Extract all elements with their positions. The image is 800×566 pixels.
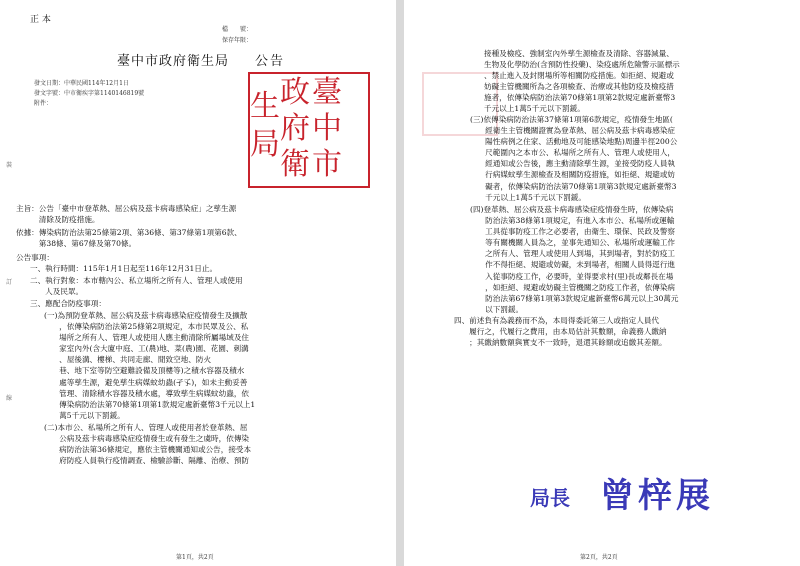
notice-item-1: 一、執行時間：115年1月1日起至116年12月31日止。 [30,264,218,273]
seal-char: 衛 [280,147,310,182]
official-seal [248,72,370,188]
binding-mark: 線 [6,395,13,402]
subitem-2-continued: 接種及檢疫、強制室內外孳生源檢查及清除、容器減量、 生物及化學防治(含預防性投藥)、染疫處所危險警示區標示 、禁止進入及封閉場所等相關防疫措施。如拒絕、規避或 妨礙主管機關所為之各項檢查、治療或其他防疫及檢疫措 施者，依傳染病防治法第70條第1項第2款規定處新臺幣3 千元以上1萬5千元以下罰鍰。 [484,49,680,114]
subitem-4: (四)登革熱、屈公病及茲卡病毒感染症疫情發生時，依傳染病 防治法第38條第1項規定，有進入本市公、私場所或運輸 工具從事防疫工作之必要者，由衛生、環保、民政及警察 等有關機關人員為之，並事先通知公、私場所或運輸工作 之所有人、管理人或使用人到場，其到場者，對於防疫工 作不得拒絕、規避或妨礙，未到場者，相關人員得逕行進 入從事防疫工作，必要時，並得要求村(里)長或鄰長在場 ，如拒絕、規避或妨礙主管機關之防疫工作者，依傳染病 防治法第67條第1項第3款規定處新臺幣6萬元以上30萬元 以下罰鍰。 [470,205,679,314]
page-2 [404,0,800,566]
legal-basis: 依據：傳染病防治法第25條第2項、第36條、第37條第1項第6款、 第38條、第67條及第70條。 [16,228,242,249]
agency-title: 臺中市政府衛生局 [117,54,230,69]
seal-char: 臺 [312,75,342,110]
subitem-3: (三)依傳染病防治法第37條第1項第6款規定，疫情發生地區( 經衛生主管機關證實為登革熱、屈公病及茲卡病毒感染症 陽性病例之住家、活動地及可能感染地點)周邊半徑200公 尺範圍內之本市公、私場所之所有人、管理人或使用人， 經通知或公告後，應主動清除孳生源，並接受防疫人員執 行病媒蚊孳生源檢查及相關防疫措施，如拒絕、規避或妨 礙者，依傳染病防治法第70條第1項第3款規定處新臺幣3 千元以上1萬5千元以下罰鍰。 [470,115,678,202]
issue-date: 發文日期：中華民國114年12月1日 [34,80,129,87]
subject: 主旨：公告「臺中市登革熱、屈公病及茲卡病毒感染症」之孳生源 清除及防疫措施。 [16,204,237,225]
seal-char: 市 [312,147,342,182]
notice-item-2: 二、執行對象：本市轄內公、私立場所之所有人、管理人或使用 人及民眾。 [30,276,243,297]
signature-title: 局長 [530,486,570,510]
page-footer: 第2頁，共2頁 [580,554,618,561]
attachments-label: 附件： [34,100,53,107]
file-number-label: 檔 號： [222,26,253,33]
page-1 [0,0,396,566]
issue-number: 發文字號：中市衛疾字第1140146819號 [34,90,145,97]
seal-char: 府 [280,111,310,146]
seal-char: 局 [250,127,280,162]
retention-label: 保存年限： [222,37,253,44]
seal-char: 生 [250,89,280,124]
binding-mark: 裝 [6,162,13,169]
signature-name: 曾梓展 [600,476,714,516]
subitem-2: (二)本市公、私場所之所有人、管理人或使用者於登革熱、屈 公病及茲卡病毒感染症疫情發生或有發生之虞時，依傳染 病防治法第36條規定，應依主管機關通知或公告，接受本 府防疫人員執行疫情調查、檢驗診斷、隔離、治療、預防 [44,423,252,466]
page-footer: 第1頁，共2頁 [176,554,214,561]
notice-heading: 公告事項： [16,253,54,262]
copy-mark: 正 本 [30,15,51,25]
seal-char: 中 [312,111,342,146]
subitem-1: (一)為預防登革熱、屈公病及茲卡病毒感染症疫情發生及擴散 ，依傳染病防治法第25條第2項規定，本市民眾及公、私 場所之所有人、管理人或使用人應主動清除所屬場域及住 家室內外(含大廈中庭、工(農)地、菜(農)園、花園、刺溝 、屋後溝、樓梯、共同走廊、閒致空地、防火 巷、地下室等防空避難設備及頂樓等)之積水容器及積水 處等孳生源，避免孳生病媒蚊幼蟲(孑孓)，如未主動妥善 管理、清除積水容器及積水處，導致孳生病媒蚊幼蟲，依 傳染病防治法第70條第1項第1款規定處新臺幣3千元以上1 萬5千元以下罰鍰。 [44,311,256,420]
page-gap [396,0,404,566]
document-type: 公告 [255,54,286,69]
notice-item-3: 三、應配合防疫事項： [30,299,106,308]
seal-char: 政 [280,75,310,110]
binding-mark: 訂 [6,279,13,286]
notice-item-4: 四、前述負有為義務而不為，本局得委託第三人或指定人員代 履行之，代履行之費用，由本局估計其數額，命義務人繳納 ；其繳納數額與實支不一致時，退還其餘額或追繳其差額。 [454,316,667,348]
